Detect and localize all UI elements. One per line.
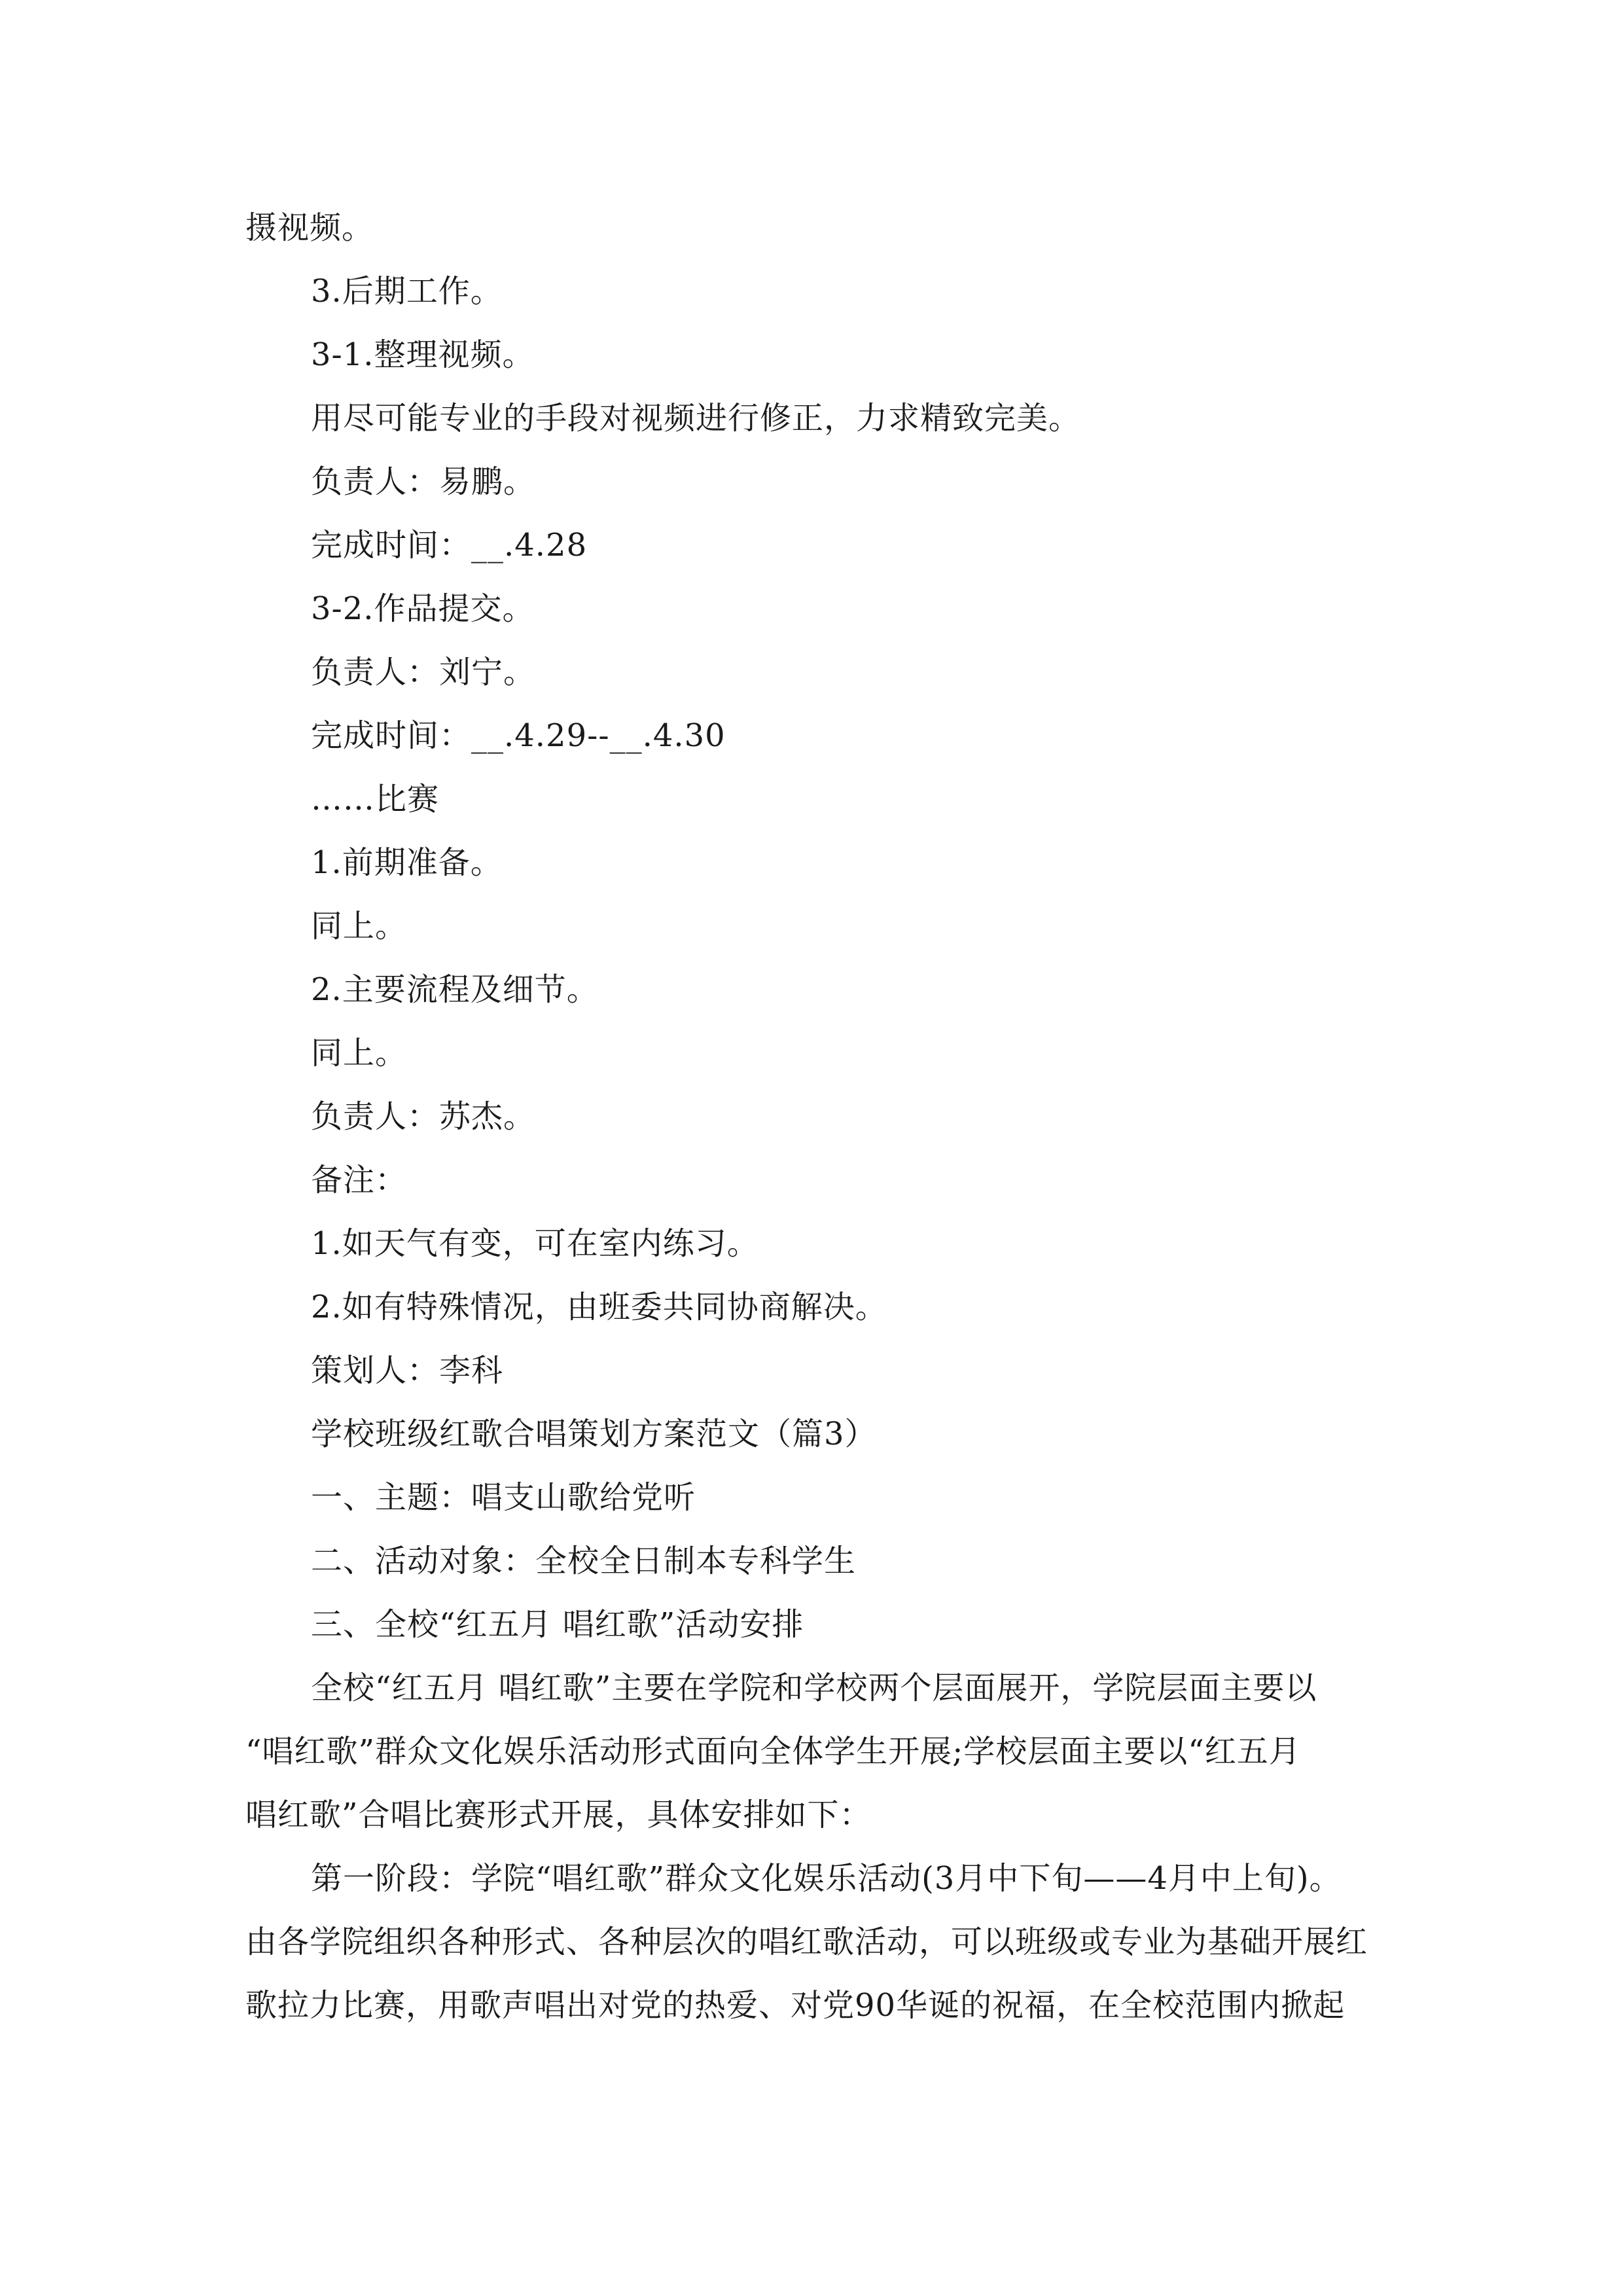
paragraph-line: 3.后期工作。 <box>311 273 503 310</box>
paragraph-line: 同上。 <box>311 908 408 944</box>
paragraph-line: 3-2.作品提交。 <box>311 590 535 627</box>
paragraph-line: 二、活动对象：全校全日制本专科学生 <box>311 1543 857 1579</box>
paragraph-line: 完成时间：__.4.29--__.4.30 <box>311 717 726 754</box>
paragraph-line: 由各学院组织各种形式、各种层次的唱红歌活动，可以班级或专业为基础开展红 <box>245 1924 1368 1960</box>
paragraph-line: 2.主要流程及细节。 <box>311 971 599 1008</box>
paragraph-line: 第一阶段：学院“唱红歌”群众文化娱乐活动(3月中下旬——4月中上旬)。 <box>311 1860 1342 1897</box>
paragraph-line: 全校“红五月 唱红歌”主要在学院和学校两个层面展开，学院层面主要以 <box>311 1670 1317 1706</box>
paragraph-line: 完成时间：__.4.28 <box>311 527 588 564</box>
paragraph-line: 一、主题：唱支山歌给党听 <box>311 1479 696 1516</box>
paragraph-line: 备注： <box>311 1162 408 1198</box>
paragraph-line: 同上。 <box>311 1035 408 1071</box>
paragraph-line: 摄视频。 <box>245 209 374 246</box>
paragraph-line: 唱红歌”合唱比赛形式开展，具体安排如下： <box>245 1797 872 1833</box>
section-title: 学校班级红歌合唱策划方案范文（篇3） <box>311 1416 877 1452</box>
paragraph-line: 三、全校“红五月 唱红歌”活动安排 <box>311 1606 804 1643</box>
paragraph-line: 策划人：李科 <box>311 1352 504 1389</box>
paragraph-line: “唱红歌”群众文化娱乐活动形式面向全体学生开展;学校层面主要以“红五月 <box>245 1733 1301 1770</box>
paragraph-line: 负责人：易鹏。 <box>311 463 536 500</box>
paragraph-line: ……比赛 <box>311 781 440 817</box>
paragraph-line: 用尽可能专业的手段对视频进行修正，力求精致完美。 <box>311 400 1081 437</box>
paragraph-line: 3-1.整理视频。 <box>311 336 535 373</box>
paragraph-line: 歌拉力比赛，用歌声唱出对党的热爱、对党90华诞的祝福，在全校范围内掀起 <box>245 1987 1346 2024</box>
paragraph-line: 2.如有特殊情况，由班委共同协商解决。 <box>311 1289 887 1325</box>
paragraph-line: 1.如天气有变，可在室内练习。 <box>311 1225 759 1262</box>
paragraph-line: 1.前期准备。 <box>311 844 503 881</box>
document-body <box>245 196 1384 2037</box>
paragraph-line: 负责人：刘宁。 <box>311 654 536 691</box>
paragraph-line: 负责人：苏杰。 <box>311 1098 536 1135</box>
